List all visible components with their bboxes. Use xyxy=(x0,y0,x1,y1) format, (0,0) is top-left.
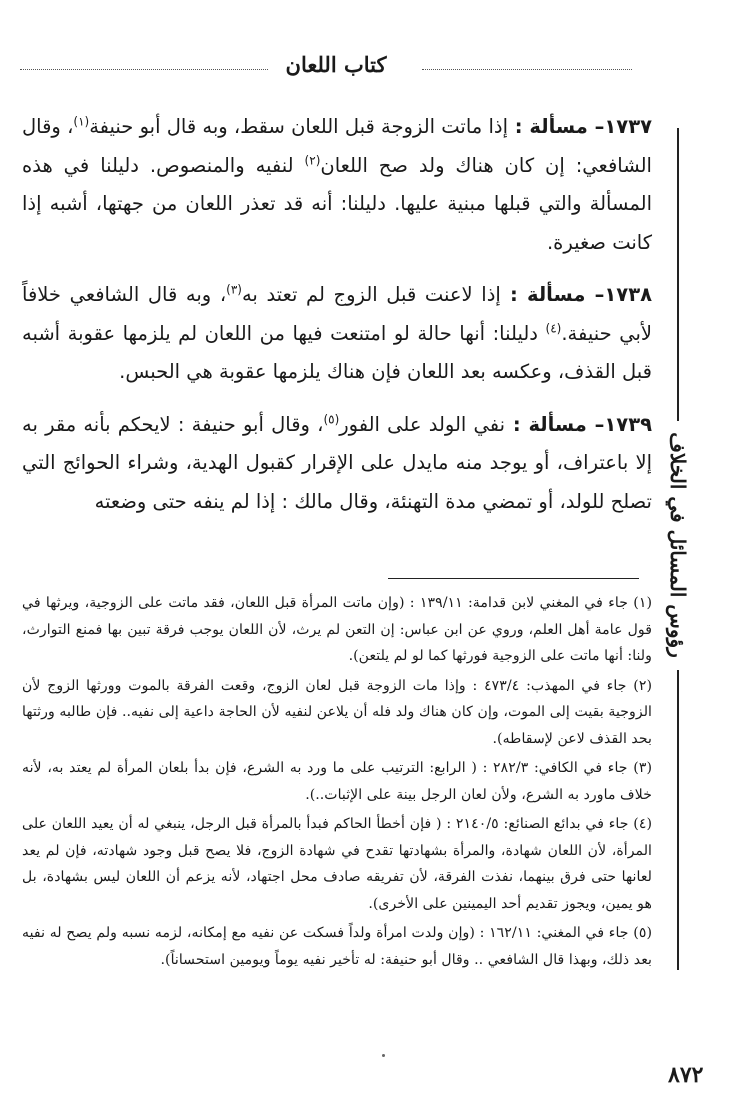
footnote-ref: (٢) xyxy=(304,153,321,167)
footnote-marker: (١) xyxy=(633,595,652,611)
footnote-ref: (٣) xyxy=(226,282,242,297)
footnote-text: جاء في الكافي: ٢٨٢/٣ : ( الرابع: الترتيب على ما ورد به الشرع، فإن بدأ بلعان المرأة لم يعتد به، لأنه خلاف ماورد به الشرع، ولأن لعان الرجل بينة على الإثبات..). xyxy=(22,760,652,803)
issue-label: مسألة xyxy=(528,412,587,436)
footnote-3 xyxy=(22,755,652,808)
footnote-separator xyxy=(388,578,639,579)
issue-label: مسألة xyxy=(529,115,588,138)
side-rule-bottom xyxy=(677,670,679,970)
footnote-2 xyxy=(22,673,652,753)
footnote-text: جاء في المغني لابن قدامة: ١٣٩/١١ : (وإن ماتت المرأة قبل اللعان، فقد ماتت على الزوجية، ويرثها في قول عامة أهل العلم، وروي عن ابن عباس: إن التعن لم يرث، لأن اللعان يوجب فرقة تبين بها فمنع التوارث، ولنا: أنها ماتت على الزوجية فورثها كما لو لم يلتعن). xyxy=(22,595,652,664)
footnotes xyxy=(22,590,652,976)
issue-text: لنفيه والمنصوص. دليلنا في هذه المسألة والتي قبلها مبنية عليها. دليلنا: أنه قد تعذر اللعان من جهتها، أشبه إذا كانت صغيرة. xyxy=(22,153,652,254)
footnote-text: جاء في المغني: ١٦٢/١١ : (وإن ولدت امرأة ولداً فسكت عن نفيه مع إمكانه، لزمه نسبه ولم يصح له نفيه بعد ذلك، وبهذا قال الشافعي .. وقال أبو حنيفة: له تأخير نفيه يوماً ويومين استحساناً). xyxy=(22,925,652,968)
footnote-marker: (٥) xyxy=(633,925,652,941)
book-title: كتاب اللعان xyxy=(285,52,387,77)
side-title-text: رؤوس المسائل في الخلاف xyxy=(666,432,690,658)
issue-text: إذا ماتت الزوجة قبل اللعان سقط، وبه قال أبو حنيفة xyxy=(89,115,508,138)
header-rule-left xyxy=(20,69,268,70)
issue-1739: ١٧٣٩– مسألة : نفي الولد على الفور$^{(٥)}$، وقال أبو حنيفة : لايحكم بأنه مقر به إلا باعتراف، أو يوجد منه مايدل على الإقرار كقبول الهدية، وشراء الحوائج التي تصلح للولد، أو تمضي مدة التهنئة، وقال مالك : إذا لم ينفه حتى وضعته xyxy=(22,412,652,513)
footnote-marker: (٤) xyxy=(633,816,652,832)
footnote-text: جاء في المهذب: ٤٧٣/٤ : وإذا مات الزوجة قبل لعان الزوج، وقعت الفرقة بالموت وورثها الزوج لأن الزوجية بقيت إلى الموت، وإن كان هناك ولد فله أن يلاعن لنفيه لأن الحاجة داعية إلى نفيه.. فإن طالبه ورثتها بحد القذف لاعن لإسقاطه). xyxy=(22,677,652,747)
header-rule-right xyxy=(422,69,632,70)
footnote-ref: (٤) xyxy=(545,321,562,335)
issue-number: ١٧٣٧ xyxy=(604,115,652,138)
footnote-5 xyxy=(22,920,652,973)
issue-text: إذا لاعنت قبل الزوج لم تعتد به xyxy=(241,283,501,306)
issue-number: ١٧٣٨ xyxy=(604,283,652,306)
footnote-1 xyxy=(22,590,652,670)
main-text xyxy=(22,108,652,535)
footnote-text: جاء في بدائع الصنائع: ٢١٤٠/٥ : ( فإن أخطأ الحاكم فبدأ بالمرأة قبل الرجل، ينبغي له أن يعيد اللعان على المرأة، لأن اللعان شهادة، والمرأة بشهادتها تقدح في شهادة الزوج، فلا يصح قبل وجود شهادته، فإن لم يعد لعانها حتى فرق بينهما، نفذت الفرقة، لأن تفريقه صادف محل اجتهاد، لأنه يزعم أن اللعان ليس بشهادة، بل هو يمين، ويجوز تقديم أحد اليمينين على الأخرى). xyxy=(22,816,652,912)
footnote-4 xyxy=(22,811,652,917)
scan-mark xyxy=(382,1054,385,1057)
footnote-marker: (٢) xyxy=(633,677,652,694)
footnote-marker: (٣) xyxy=(633,760,652,776)
issue-text: ، وبه قال الشافعي خلافاً لأبي حنيفة. xyxy=(22,283,652,345)
issue-text: ، وقال الشافعي: إن كان هناك ولد صح اللعان xyxy=(22,115,652,177)
page-number: ٨٧٢ xyxy=(668,1062,704,1088)
issue-text: دليلنا: أنها حالة لو امتنعت فيها من اللعان لم يلزمها عقوبة أشبه قبل القذف، وعكسه بعد اللعان فإن هناك يلزمها عقوبة هي الحبس. xyxy=(22,321,652,383)
footnote-ref: (١) xyxy=(73,114,90,129)
issue-text: ، وقال أبو حنيفة : لايحكم بأنه مقر به إلا باعتراف، أو يوجد منه مايدل على الإقرار كقبول الهدية، وشراء الحوائج التي تصلح للولد، أو تمضي مدة التهنئة، وقال مالك : إذا لم ينفه حتى وضعته xyxy=(22,412,652,513)
issue-number: ١٧٣٩ xyxy=(604,412,652,436)
issue-label: مسألة xyxy=(527,283,586,306)
side-rule-top xyxy=(677,128,679,421)
issue-1737: ١٧٣٧– مسألة : إذا ماتت الزوجة قبل اللعان سقط، وبه قال أبو حنيفة$^{(١)}$، وقال الشافعي: إن كان هناك ولد صح اللعان$^{(٢)}$ لنفيه والمنصوص. دليلنا في هذه المسألة والتي قبلها مبنية عليها. دليلنا: أنه قد تعذر اللعان من جهتها، أشبه إذا كانت صغيرة. xyxy=(22,114,652,254)
issue-1738: ١٧٣٨– مسألة : إذا لاعنت قبل الزوج لم تعتد به$^{(٣)}$، وبه قال الشافعي خلافاً لأبي حنيفة.$^{(٤)}$ دليلنا: أنها حالة لو امتنعت فيها من اللعان لم يلزمها عقوبة أشبه قبل القذف، وعكسه بعد اللعان فإن هناك يلزمها عقوبة هي الحبس. xyxy=(22,282,652,383)
issue-text: نفي الولد على الفور xyxy=(339,412,506,436)
footnote-ref: (٥) xyxy=(323,412,340,426)
